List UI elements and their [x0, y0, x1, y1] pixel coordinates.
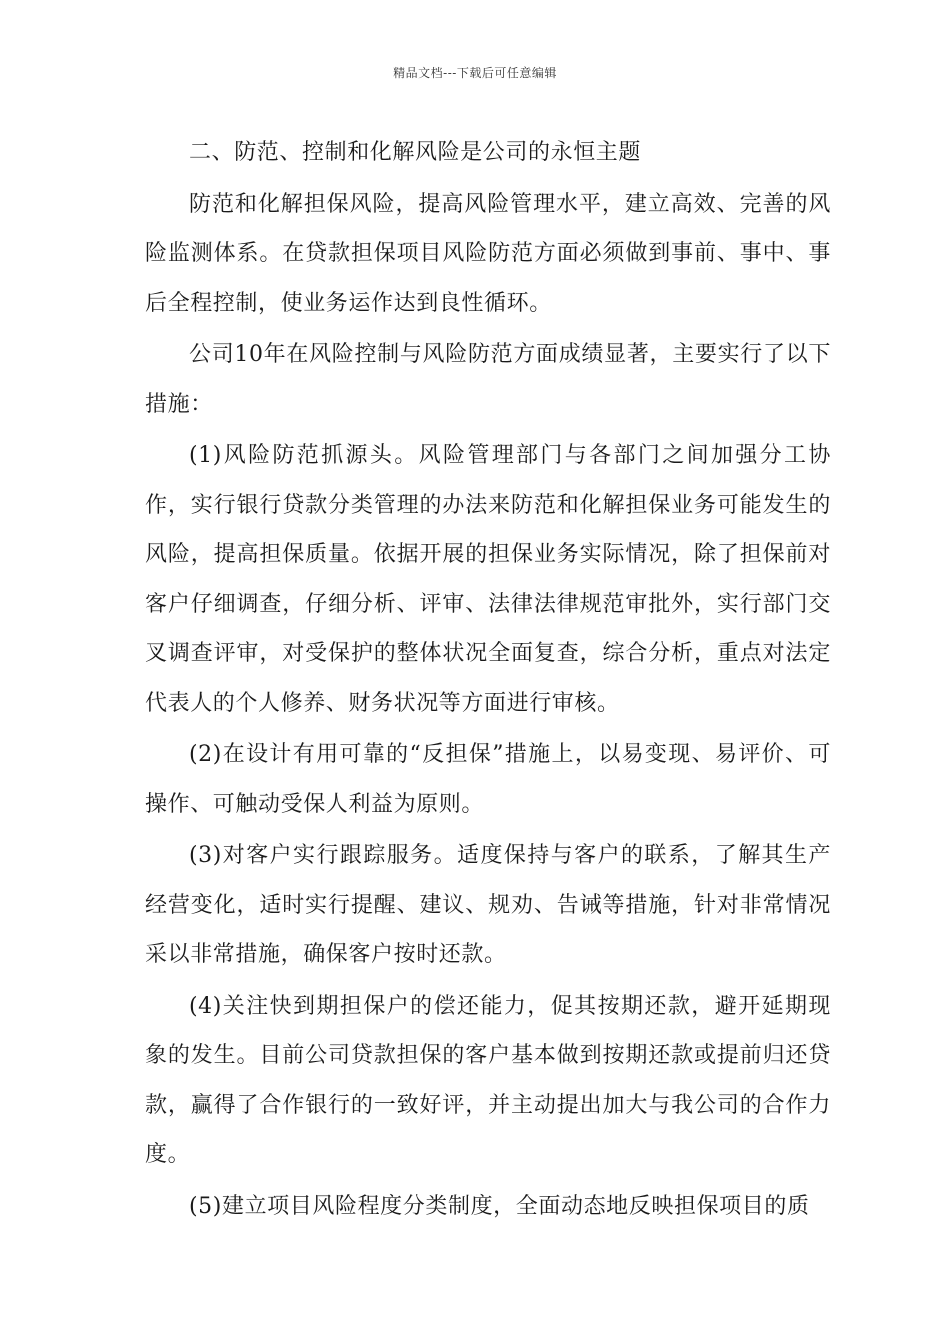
paragraph-measures-lead: 公司10年在风险控制与风险防范方面成绩显著，主要实行了以下措施： — [145, 342, 831, 417]
paragraph-measure-1: (1)风险防范抓源头。风险管理部门与各部门之间加强分工协作，实行银行贷款分类管理的办法来防范和化解担保业务可能发生的风险，提高担保质量。依据开展的担保业务实际情况，除了担保前对客户仔细调查，仔细分析、评审、法律法律规范审批外，实行部门交叉调查评审，对受保护的整体状况全面复查，综合分析，重点对法定代表人的个人修养、财务状况等方面进行审核。 — [145, 443, 831, 716]
paragraph-measure-2: (2)在设计有用可靠的“反担保”措施上，以易变现、易评价、可操作、可触动受保人利益为原则。 — [145, 742, 831, 817]
paragraph-measure-5: (5)建立项目风险程度分类制度，全面动态地反映担保项目的质 — [189, 1193, 810, 1219]
paragraph-measure-4: (4)关注快到期担保户的偿还能力，促其按期还款，避开延期现象的发生。目前公司贷款担保的客户基本做到按期还款或提前归还贷款，赢得了合作银行的一致好评，并主动提出加大与我公司的合作力度。 — [145, 993, 831, 1167]
paragraph-measure-3: (3)对客户实行跟踪服务。适度保持与客户的联系，了解其生产经营变化，适时实行提醒、建议、规劝、告诫等措施，针对非常情况采以非常措施，确保客户按时还款。 — [145, 843, 831, 967]
document-body — [145, 128, 831, 1233]
page-header: 精品文档---下载后可任意编辑 — [393, 66, 557, 80]
section-heading: 二、防范、控制和化解风险是公司的永恒主题 — [189, 140, 642, 165]
paragraph-intro: 防范和化解担保风险，提高风险管理水平，建立高效、完善的风险监测体系。在贷款担保项目风险防范方面必须做到事前、事中、事后全程控制，使业务运作达到良性循环。 — [145, 191, 831, 316]
